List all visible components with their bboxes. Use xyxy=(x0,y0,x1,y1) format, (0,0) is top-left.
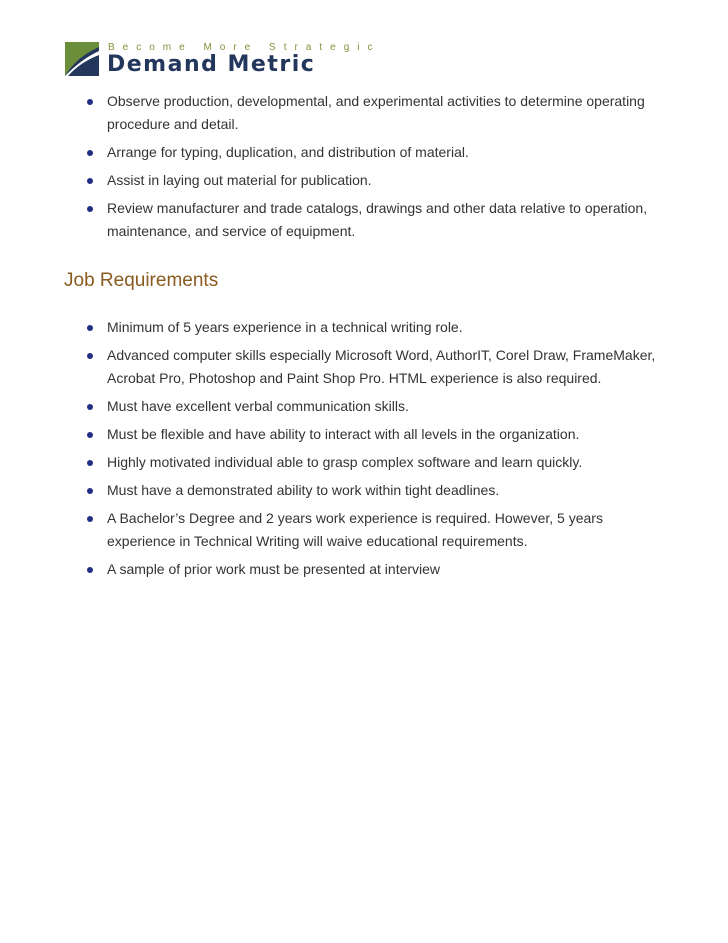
list-item-text: Review manufacturer and trade catalogs, drawings and other data relative to operation, maintenance, and service of equipment. xyxy=(107,200,648,239)
demand-metric-swoosh-icon xyxy=(64,41,100,77)
duties-list xyxy=(84,90,664,248)
brand-name: Demand Metric xyxy=(107,52,316,77)
bullet-icon xyxy=(87,432,93,438)
list-item-text: Advanced computer skills especially Microsoft Word, AuthorIT, Corel Draw, FrameMaker, Acrobat Pro, Photoshop and Paint Shop Pro. HTML experience is also required. xyxy=(107,347,656,386)
list-item-text: A sample of prior work must be presented at interview xyxy=(107,561,441,577)
list-item-text: Assist in laying out material for publication. xyxy=(107,172,372,188)
demand-metric-logo xyxy=(64,38,381,78)
bullet-icon xyxy=(87,460,93,466)
list-item xyxy=(84,90,664,136)
bullet-icon xyxy=(87,404,93,410)
brand-tagline: Become More Strategic xyxy=(108,42,381,53)
bullet-icon xyxy=(87,488,93,494)
list-item-text: Must have excellent verbal communication skills. xyxy=(107,398,409,414)
list-item xyxy=(84,507,664,553)
list-item xyxy=(84,423,664,446)
bullet-icon xyxy=(87,206,93,212)
list-item xyxy=(84,558,664,581)
bullet-icon xyxy=(87,567,93,573)
bullet-icon xyxy=(87,516,93,522)
list-item xyxy=(84,141,664,164)
bullet-icon xyxy=(87,353,93,359)
list-item-text: A Bachelor’s Degree and 2 years work experience is required. However, 5 years experience in Technical Writing will waive educational requirements. xyxy=(107,510,603,549)
list-item xyxy=(84,197,664,243)
bullet-icon xyxy=(87,325,93,331)
list-item xyxy=(84,451,664,474)
bullet-icon xyxy=(87,178,93,184)
list-item-text: Must be flexible and have ability to interact with all levels in the organization. xyxy=(107,426,580,442)
section-heading-job-requirements: Job Requirements xyxy=(64,270,219,291)
list-item xyxy=(84,169,664,192)
list-item-text: Must have a demonstrated ability to work within tight deadlines. xyxy=(107,482,500,498)
list-item-text: Observe production, developmental, and experimental activities to determine operating procedure and detail. xyxy=(107,93,645,132)
list-item xyxy=(84,395,664,418)
bullet-icon xyxy=(87,99,93,105)
list-item xyxy=(84,479,664,502)
list-item xyxy=(84,344,664,390)
list-item-text: Arrange for typing, duplication, and distribution of material. xyxy=(107,144,469,160)
list-item xyxy=(84,316,664,339)
requirements-list xyxy=(84,316,664,586)
list-item-text: Highly motivated individual able to grasp complex software and learn quickly. xyxy=(107,454,583,470)
bullet-icon xyxy=(87,150,93,156)
list-item-text: Minimum of 5 years experience in a technical writing role. xyxy=(107,319,463,335)
